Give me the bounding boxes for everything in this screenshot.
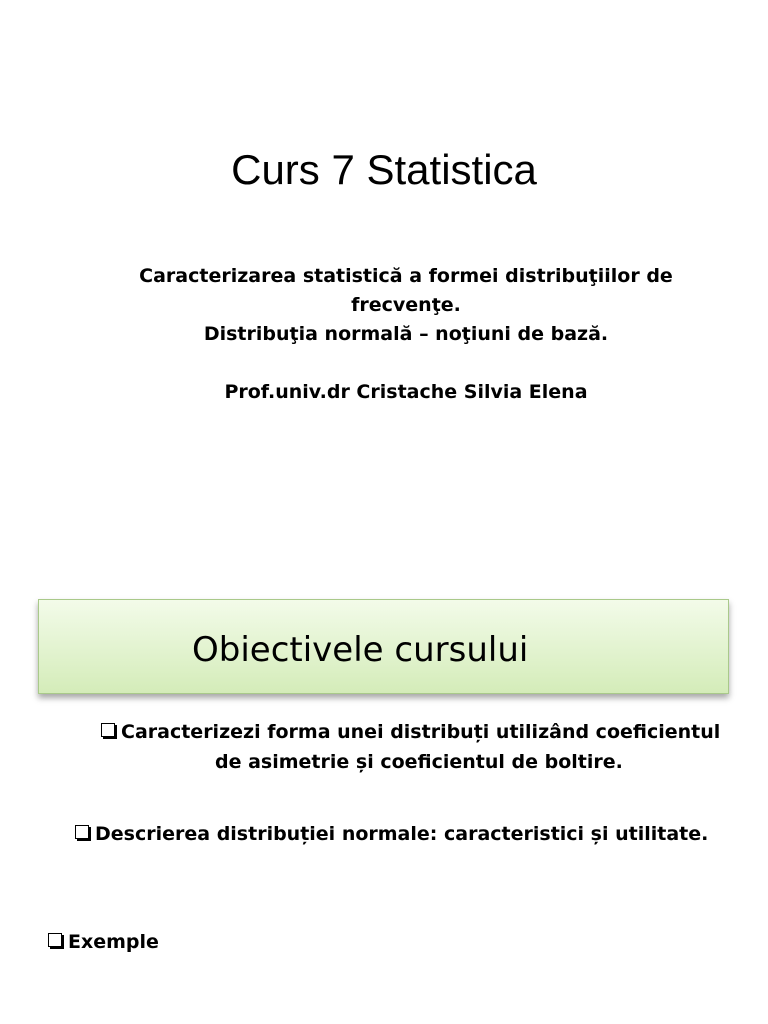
objective-item-3: [48, 927, 159, 957]
subtitle-spacer: [100, 349, 712, 378]
checkbox-bullet-icon: [48, 933, 62, 947]
subtitle-line-3: Distribuţia normală – noţiuni de bază.: [203, 323, 609, 345]
checkbox-bullet-icon: [101, 723, 115, 737]
slide-title: Curs 7 Statistica: [231, 146, 537, 193]
subtitle-line-2: frecvenţe.: [351, 294, 461, 316]
objectives-heading: Obiectivele cursului: [192, 630, 529, 670]
objective-item-2: [75, 819, 708, 849]
objective-item-1-line-2: de asimetrie și coeficientul de boltire.: [215, 751, 623, 773]
objective-item-1: [101, 717, 741, 777]
objective-item-2-text: Descrierea distribuției normale: caracteristici și utilitate.: [95, 823, 709, 845]
author-name: Prof.univ.dr Cristache Silvia Elena: [224, 381, 588, 403]
objective-item-3-text: Exemple: [68, 931, 159, 953]
slide-subtitle: [100, 262, 712, 407]
subtitle-line-1: Caracterizarea statistică a formei distribuţiilor de: [139, 265, 673, 287]
checkbox-bullet-icon: [75, 825, 89, 839]
objective-item-1-line-1: Caracterizezi forma unei distribuți utilizând coeficientul: [121, 721, 721, 743]
